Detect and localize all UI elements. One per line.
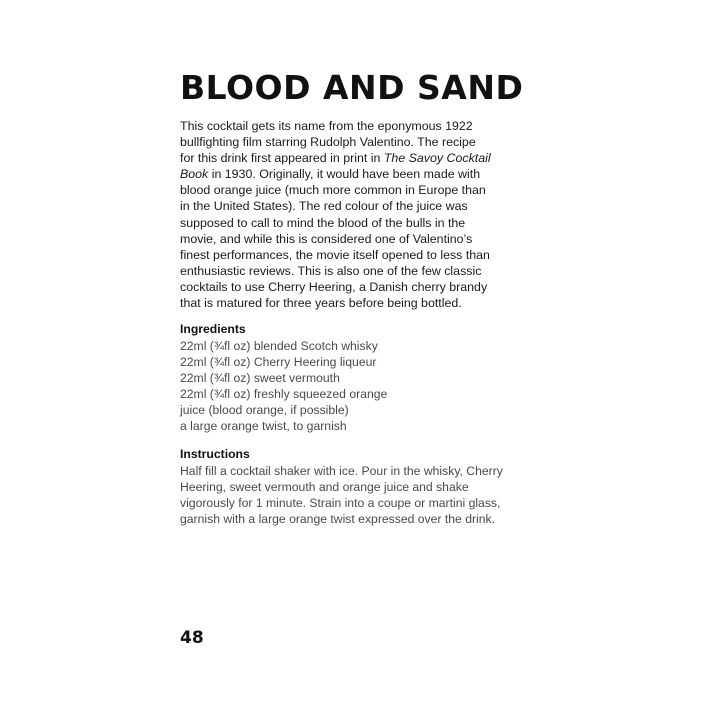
intro-line xyxy=(180,150,491,166)
intro-line: in the United States). The red colour of the juice was xyxy=(180,199,468,214)
ingredient-line: 22ml (¾fl oz) blended Scotch whisky xyxy=(180,339,378,353)
intro-line: This cocktail gets its name from the eponymous 1922 xyxy=(180,119,473,133)
instructions-section xyxy=(180,446,503,527)
page-number: 48 xyxy=(180,628,204,648)
instructions-heading: Instructions xyxy=(180,447,250,461)
intro-text: in 1930. Originally, it would have been made with xyxy=(208,167,481,182)
ingredient-line: juice (blood orange, if possible) xyxy=(180,403,349,417)
instruction-line: Half fill a cocktail shaker with ice. Pour in the whisky, Cherry xyxy=(180,464,503,478)
intro-line: blood orange juice (much more common in Europe than xyxy=(180,183,486,198)
book-title-italic: Book xyxy=(180,167,209,182)
intro-line: cocktails to use Cherry Heering, a Danish cherry brandy xyxy=(180,279,488,294)
intro-text: for this drink first appeared in print in xyxy=(180,151,384,166)
instruction-line: vigorously for 1 minute. Strain into a coupe or martini glass, xyxy=(180,496,501,510)
intro-line: supposed to call to mind the blood of the bulls in the xyxy=(180,215,466,230)
ingredient-line: a large orange twist, to garnish xyxy=(180,419,347,433)
intro-paragraph xyxy=(180,118,491,311)
instruction-line: Heering, sweet vermouth and orange juice and shake xyxy=(180,480,469,494)
intro-line: that is matured for three years before being bottled. xyxy=(180,296,462,311)
intro-line: enthusiastic reviews. This is also one of the few classic xyxy=(180,263,482,278)
instruction-line: garnish with a large orange twist expressed over the drink. xyxy=(180,512,496,526)
intro-line: movie, and while this is considered one of Valentino’s xyxy=(180,231,473,246)
book-title-italic: The Savoy Cocktail xyxy=(383,151,491,166)
recipe-title: BLOOD AND SAND xyxy=(180,68,524,107)
intro-line: finest performances, the movie itself opened to less than xyxy=(180,247,490,262)
ingredients-section xyxy=(180,321,490,434)
intro-line xyxy=(180,166,480,182)
intro-line: bullfighting film starring Rudolph Valentino. The recipe xyxy=(180,135,476,150)
ingredient-line: 22ml (¾fl oz) freshly squeezed orange xyxy=(180,387,388,401)
ingredient-line: 22ml (¾fl oz) sweet vermouth xyxy=(180,371,340,385)
ingredient-line: 22ml (¾fl oz) Cherry Heering liqueur xyxy=(180,355,377,369)
ingredients-heading: Ingredients xyxy=(180,322,246,336)
